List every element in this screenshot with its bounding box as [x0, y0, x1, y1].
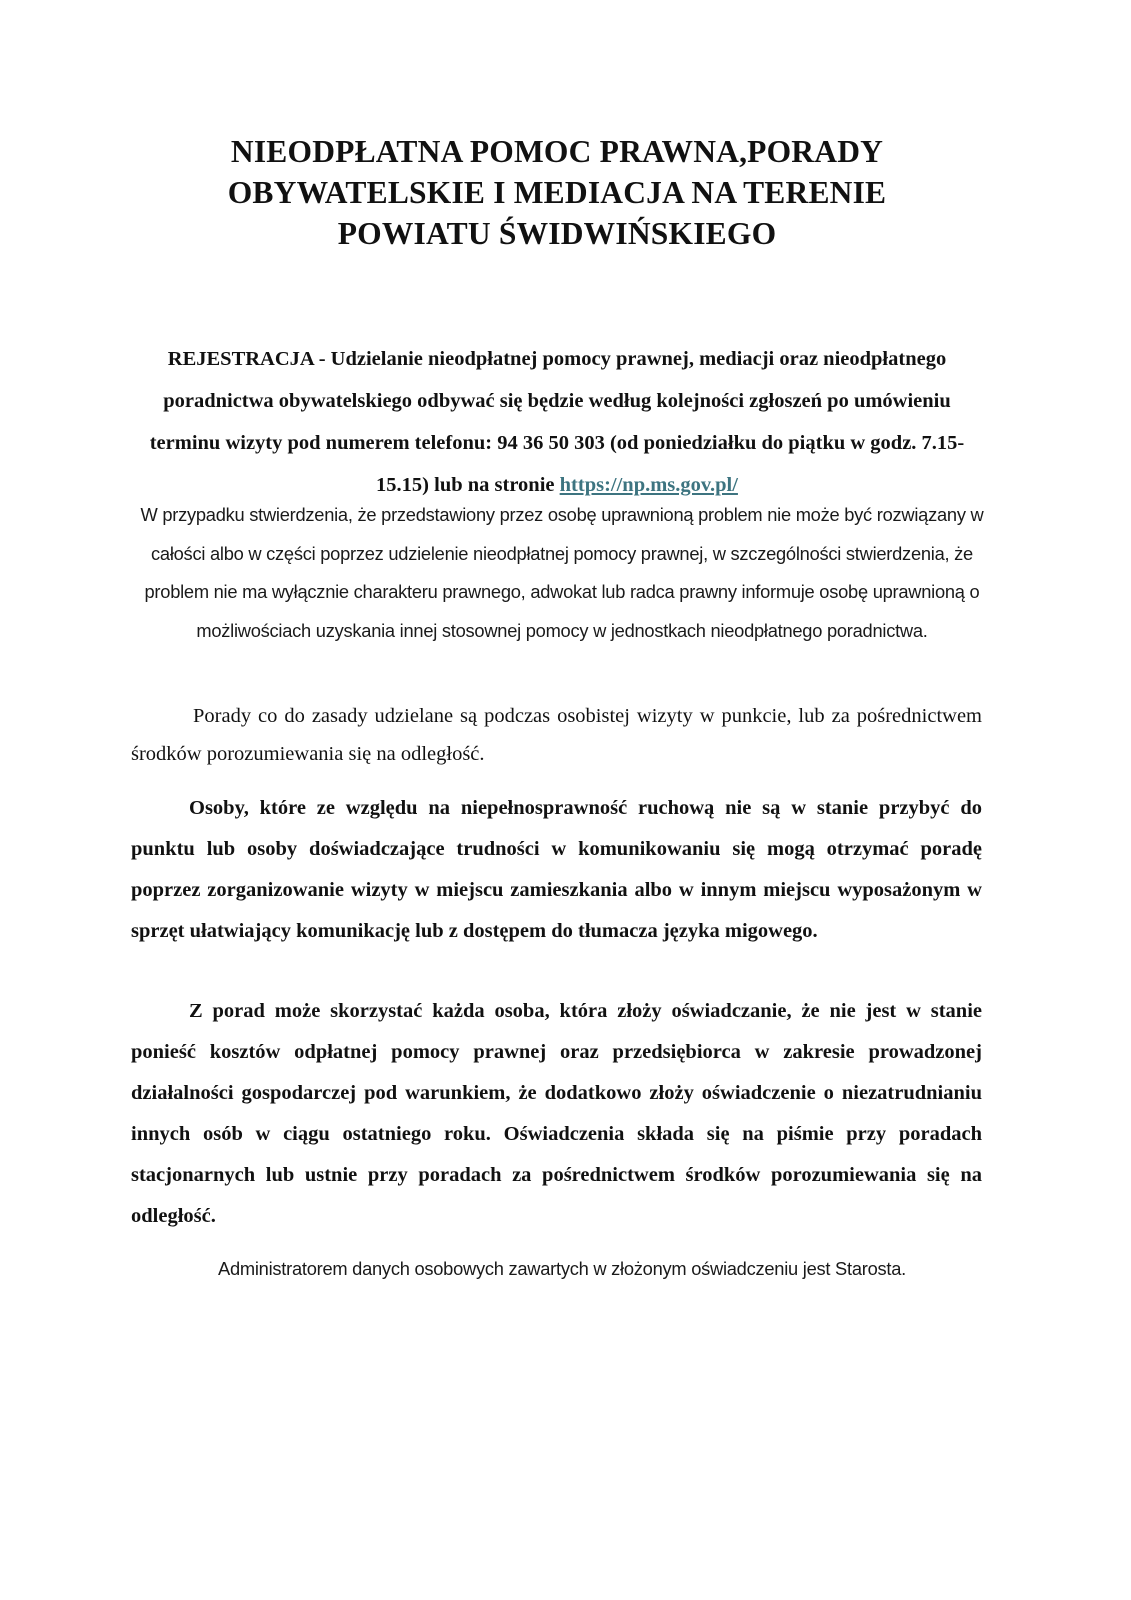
registration-paragraph — [131, 338, 983, 506]
registration-block — [131, 338, 983, 506]
notice-block — [131, 496, 993, 650]
administrator-block — [131, 1250, 993, 1289]
disability-paragraph: Osoby, które ze względu na niepełnosprawność ruchową nie są w stanie przybyć do punktu lub osoby doświadczające trudności w komunikowaniu się mogą otrzymać poradę poprzez zorganizowanie wizyty w miejscu zamieszkania albo w innym miejscu wyposażonym w sprzęt ułatwiający komunikację lub z dostępem do tłumacza języka migowego. — [131, 797, 982, 942]
registration-text: REJESTRACJA - Udzielanie nieodpłatnej pomocy prawnej, mediacji oraz nieodpłatnego poradnictwa obywatelskiego odbywać się będzie według kolejności zgłoszeń po umówieniu terminu wizyty pod numerem telefonu: 94 36 50 303 (od poniedziałku do piątku w godz. 7.15-15.15) lub na stronie — [149, 348, 965, 496]
notice-paragraph: W przypadku stwierdzenia, że przedstawiony przez osobę uprawnioną problem nie może być rozwiązany w całości albo w części poprzez udzielenie nieodpłatnej pomocy prawnej, w szczególności stwierdzenia, że problem nie ma wyłącznie charakteru prawnego, adwokat lub radca prawny informuje osobę uprawnioną o możliwościach uzyskania innej stosownej pomocy w jednostkach nieodpłatnego poradnictwa. — [140, 504, 984, 641]
page-title-block — [131, 131, 983, 254]
disability-block — [131, 788, 982, 952]
administrator-paragraph: Administratorem danych osobowych zawartych w złożonym oświadczeniu jest Starosta. — [218, 1258, 906, 1279]
np-ms-gov-pl-link[interactable]: https://np.ms.gov.pl/ — [559, 474, 738, 496]
advice-block — [131, 697, 982, 773]
advice-paragraph: Porady co do zasady udzielane są podczas osobistej wizyty w punkcie, lub za pośrednictwem środków porozumiewania się na odległość. — [131, 705, 982, 765]
declaration-block — [131, 991, 982, 1237]
page-title-line-3: POWIATU ŚWIDWIŃSKIEGO — [337, 216, 777, 251]
page-title-line-2: OBYWATELSKIE I MEDIACJA NA TERENIE — [227, 175, 887, 210]
page-title-line-1: NIEODPŁATNA POMOC PRAWNA,PORADY — [230, 134, 884, 169]
declaration-paragraph: Z porad może skorzystać każda osoba, która złoży oświadczanie, że nie jest w stanie ponieść kosztów odpłatnej pomocy prawnej oraz przedsiębiorca w zakresie prowadzonej działalności gospodarczej pod warunkiem, że dodatkowo złoży oświadczenie o niezatrudnianiu innych osób w ciągu ostatniego roku. Oświadczenia składa się na piśmie przy poradach stacjonarnych lub ustnie przy poradach za pośrednictwem środków porozumiewania się na odległość. — [131, 1000, 982, 1227]
page-title — [131, 131, 983, 254]
